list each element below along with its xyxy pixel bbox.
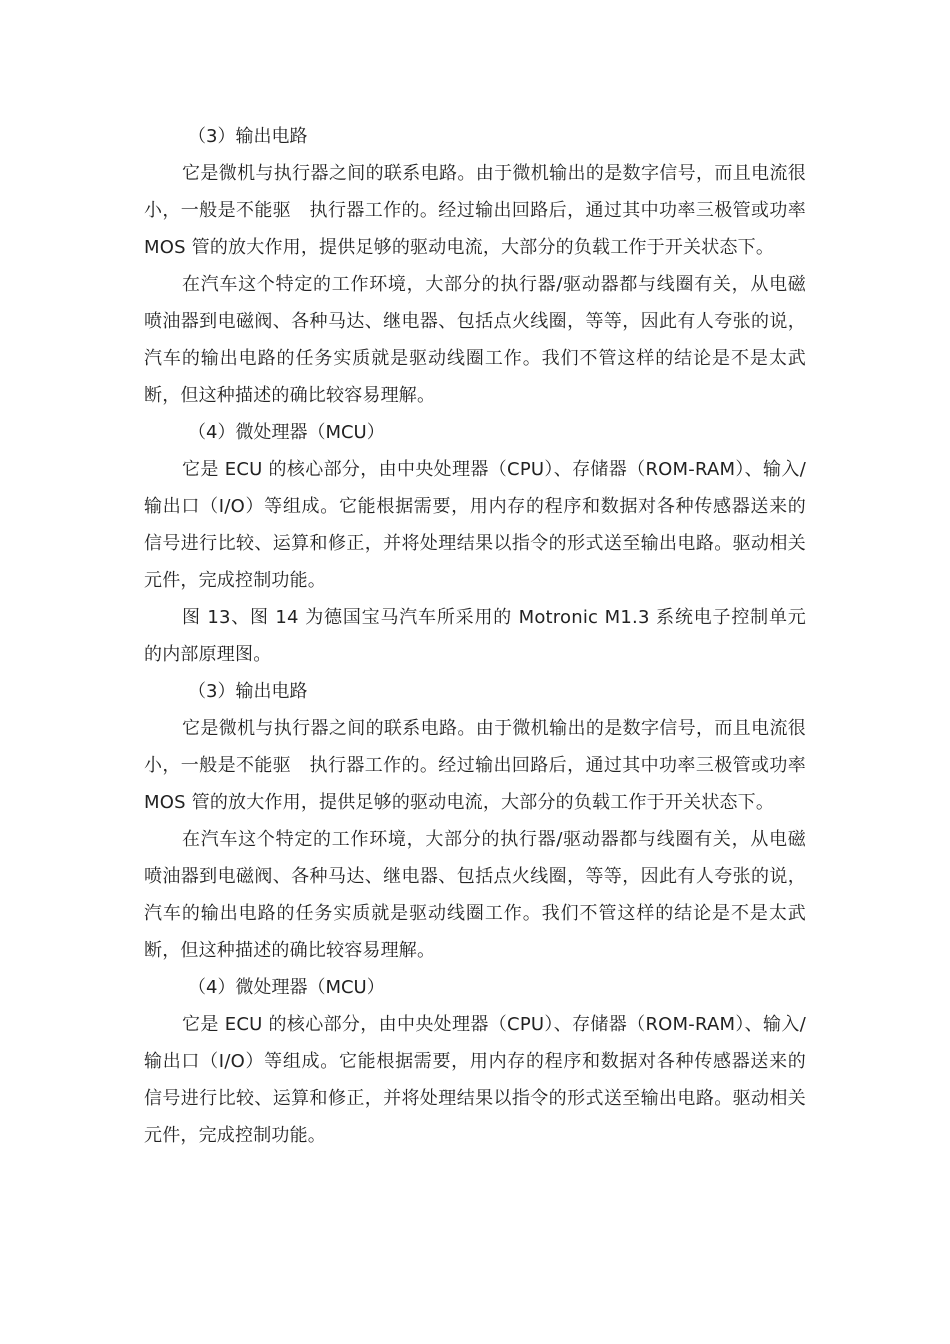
paragraph-coil-driving: 在汽车这个特定的工作环境，大部分的执行器/驱动器都与线圈有关，从电磁喷油器到电磁阀、各种马达、继电器、包括点火线圈，等等，因此有人夸张的说，汽车的输出电路的任务实质就是驱动线圈工作。我们不管这样的结论是不是太武断，但这种描述的确比较容易理解。 [144,274,806,406]
paragraph-output-circuit-description: 它是微机与执行器之间的联系电路。由于微机输出的是数字信号，而且电流很小，一般是不能驱 执行器工作的。经过输出回路后，通过其中功率三极管或功率 MOS 管的放大作用，提供足够的驱动电流，大部分的负载工作于开关状态下。 [144,163,806,258]
paragraph-output-circuit-description-repeat: 它是微机与执行器之间的联系电路。由于微机输出的是数字信号，而且电流很小，一般是不能驱 执行器工作的。经过输出回路后，通过其中功率三极管或功率 MOS 管的放大作用，提供足够的驱动电流，大部分的负载工作于开关状态下。 [144,718,806,813]
section-heading-output-circuit-repeat: （3）输出电路 [188,681,308,702]
document-page [144,118,806,1154]
section-heading-mcu-repeat: （4）微处理器（MCU） [188,977,385,998]
paragraph-mcu-description-repeat: 它是 ECU 的核心部分，由中央处理器（CPU）、存储器（ROM-RAM）、输入/输出口（I/O）等组成。它能根据需要，用内存的程序和数据对各种传感器送来的信号进行比较、运算和修正，并将处理结果以指令的形式送至输出电路。驱动相关元件，完成控制功能。 [144,1014,806,1146]
paragraph-figure-reference: 图 13、图 14 为德国宝马汽车所采用的 Motronic M1.3 系统电子控制单元的内部原理图。 [144,607,806,665]
paragraph-mcu-description: 它是 ECU 的核心部分，由中央处理器（CPU）、存储器（ROM-RAM）、输入/输出口（I/O）等组成。它能根据需要，用内存的程序和数据对各种传感器送来的信号进行比较、运算和修正，并将处理结果以指令的形式送至输出电路。驱动相关元件，完成控制功能。 [144,459,806,591]
section-heading-output-circuit: （3）输出电路 [188,126,308,147]
section-heading-mcu: （4）微处理器（MCU） [188,422,385,443]
paragraph-coil-driving-repeat: 在汽车这个特定的工作环境，大部分的执行器/驱动器都与线圈有关，从电磁喷油器到电磁阀、各种马达、继电器、包括点火线圈，等等，因此有人夸张的说，汽车的输出电路的任务实质就是驱动线圈工作。我们不管这样的结论是不是太武断，但这种描述的确比较容易理解。 [144,829,806,961]
